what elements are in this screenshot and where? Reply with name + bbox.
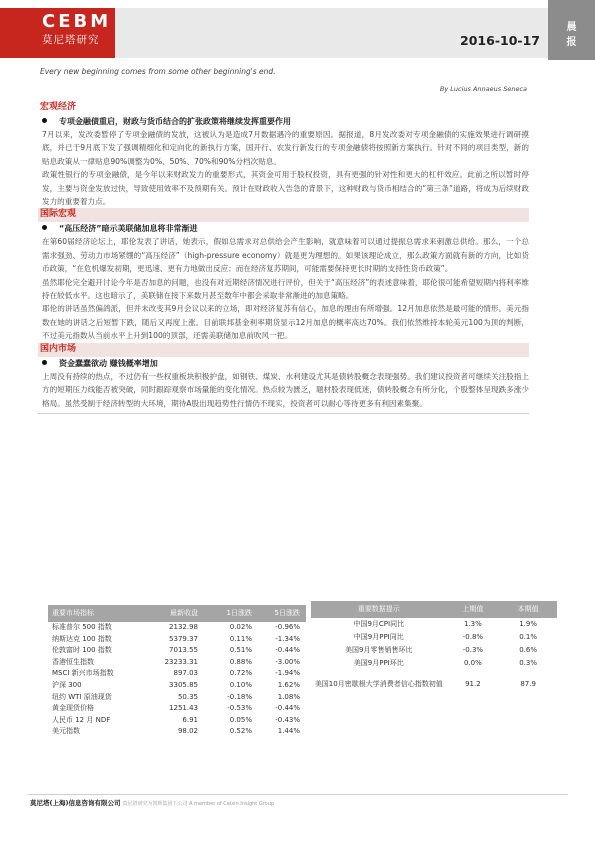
section-headline: [38, 115, 529, 128]
report-type-line-1: 晨: [566, 22, 577, 33]
change-1d: 0.88%: [229, 657, 252, 666]
latest-close: 1251.43: [169, 704, 198, 713]
change-1d: -0.18%: [204, 692, 258, 704]
change-5d: -0.44%: [258, 645, 306, 657]
motto: Every new beginning comes from some other beginning's end.: [40, 67, 276, 76]
indicator-name: MSCI 新兴市场指数: [48, 668, 148, 680]
column-header: 本期值: [499, 601, 557, 618]
table-row: [311, 657, 557, 670]
key-data-table: [311, 601, 557, 698]
change-5d: 1.08%: [258, 692, 306, 704]
table-row: [48, 715, 306, 727]
latest-close: 98.02: [177, 727, 198, 736]
table-header-row: [48, 605, 306, 622]
table-row: [311, 644, 557, 657]
report-date: 2016-10-17: [460, 33, 540, 48]
change-1d: 0.10%: [229, 680, 252, 689]
data-item: 美国10月密歇根大学消费者信心指数初值: [314, 680, 443, 688]
footer-divider: [28, 794, 568, 795]
column-header: 最新收盘: [148, 605, 204, 622]
previous-value: -0.8%: [462, 633, 484, 641]
change-1d: 0.72%: [204, 668, 258, 680]
change-5d: 1.62%: [277, 680, 300, 689]
headline-text: 资金蠢蠢欲动 赚钱概率增加: [59, 358, 158, 368]
latest-close: 23233.31: [164, 657, 198, 666]
change-5d: 1.44%: [277, 727, 300, 736]
latest-close: 50.35: [148, 692, 204, 704]
latest-close: 6.91: [148, 715, 204, 727]
change-5d: -0.96%: [258, 622, 306, 634]
footer-affiliation: 莫尼塔研究为凯辉集团下公司 A member of Caixin Insight Group: [122, 801, 275, 807]
section-title: 国内市场: [38, 343, 529, 357]
indicator-name: 香港恒生指数: [52, 657, 94, 666]
market-indicators-table: [48, 605, 306, 738]
paragraph: 7月以来，发改委暂停了专项金融债的发放，这被认为是造成7月数据遇冷的重要原因。据报道，8月发改委对专项金融债的实施效果进行调研摸底，并已于9月底下发了强调精细化和定向化的新执行方案，国开行、农发行新发行的专项金融债将按照新方案执行。针对不同的项目类型，新的贴息政策从一律贴息90%调整为0%、50%、70%和90%分档次贴息。: [42, 130, 529, 166]
report-content: [38, 101, 529, 414]
section-headline: [38, 357, 529, 370]
latest-close: 7013.55: [148, 645, 204, 657]
section-headline: [38, 222, 529, 235]
indicator-name: 标准普尔 500 指数: [48, 622, 148, 634]
change-1d: 0.11%: [229, 634, 252, 643]
change-5d: -0.43%: [258, 715, 306, 727]
latest-close: 897.03: [148, 668, 204, 680]
section-divider: [38, 413, 529, 414]
indicator-name: 黄金现货价格: [52, 704, 94, 713]
data-item: 中国9月PPI同比: [353, 633, 404, 641]
table-row: [48, 668, 306, 680]
table-header-row: [311, 601, 557, 618]
column-header: 1日涨跌: [204, 605, 258, 622]
section-title: 宏观经济: [40, 102, 77, 112]
table-row: [48, 703, 306, 715]
report-type-line-2: 报: [566, 37, 577, 48]
current-value: 87.9: [520, 679, 536, 688]
table-row: [311, 618, 557, 631]
table-row: [48, 692, 306, 704]
current-value: 0.6%: [519, 646, 538, 654]
table-row: [48, 622, 306, 634]
column-header: 重要市场指标: [48, 605, 148, 622]
change-5d: -1.34%: [275, 634, 300, 643]
table-row: [48, 645, 306, 657]
report-header: [0, 0, 595, 60]
table-row: [48, 634, 306, 646]
bullet-dot-icon: [42, 118, 47, 123]
motto-author: By Lucius Annaeus Seneca: [439, 85, 527, 93]
table-row: [48, 657, 306, 669]
indicator-name: 纳斯达克 100 指数: [52, 634, 112, 643]
change-5d: -1.94%: [258, 668, 306, 680]
indicator-name: 沪深 300: [52, 680, 82, 689]
table-row: [48, 726, 306, 738]
change-1d: 0.52%: [229, 727, 252, 736]
table-row: [311, 631, 557, 644]
data-item: 美国9月PPI环比: [353, 659, 404, 667]
paragraph: 在第60届经济论坛上，耶伦发表了讲话，她表示，假如总需求对总供给会产生影响，就意味着可以通过提振总需求来刺激总供给。那么，一个总需求强劲、劳动力市场紧绷的“高压经济”（high-pressure economy）就是更为理想的。如果该理论成立，那么政策方面就有新的方向，比如货币政策，“在危机爆发初期，更迅速、更有力地做出反应；而在经济复苏期间，可能需要保持更长时期的支持性货币政策”。: [42, 237, 529, 274]
column-header: 5日涨跌: [258, 605, 306, 622]
current-value: 1.9%: [519, 620, 538, 628]
table-row: [48, 680, 306, 692]
logo-text: CEBM: [42, 11, 112, 32]
report-type-tag: [548, 0, 595, 60]
latest-close: 3305.85: [169, 680, 198, 689]
bullet-dot-icon: [42, 360, 47, 365]
previous-value: -0.3%: [462, 646, 484, 654]
table-row: [311, 670, 557, 698]
previous-value: 0.0%: [464, 659, 482, 667]
paragraph: 上周没有持续的热点，不过仍有一些权重板块积极护盘，如钢铁、煤炭、水利建设尤其是债转股概念表现强势。我们建议投资者可继续关注股指上方的短期压力线能否被突破，同时跟踪观察市场量能的变化情况。热点较为匮乏，题材股表现低迷，债转股概念有所分化，个股整体呈现跌多涨少格局。虽然受制于经济转型的大环境，期待A股出现趋势性行情仍不现实，投资者可以耐心等待更多有利因素集聚。: [42, 371, 529, 408]
paragraph: 虽然耶伦完全避开讨论今年是否加息的问题，也没有对近期经济情况进行评价，但关于“高压经济”的表述意味着，耶伦很可能希望短期内将利率维持在较低水平。这也暗示了，美联储在接下来数月甚至数年中都会采取非常渐进的加息策略。: [42, 277, 529, 301]
section-title: 国际宏观: [38, 208, 529, 222]
footer-company: 莫尼塔(上海)信息咨询有限公司: [30, 799, 121, 807]
change-1d: -0.53%: [227, 704, 252, 713]
change-5d: -3.00%: [275, 657, 300, 666]
current-value: 0.3%: [519, 659, 538, 667]
indicator-name: 伦敦富时 100 指数: [48, 645, 148, 657]
logo-subtitle: 莫尼塔研究: [42, 34, 100, 46]
headline-text: 专项金融债重启，财政与货币结合的扩张政策将继续发挥重要作用: [59, 117, 291, 126]
change-5d: -0.44%: [275, 704, 300, 713]
headline-text: “高压经济”暗示美联储加息将非常渐进: [59, 224, 198, 234]
change-1d: 0.51%: [204, 645, 258, 657]
indicator-name: 人民币 12 月 NDF: [48, 715, 148, 727]
latest-close: 2132.98: [148, 622, 204, 634]
paragraph: 耶伦的讲话虽然偏鸽派，但并未改变其9月会议以来的立场，即对经济复苏有信心，加息的理由有所增强。12月加息依然是最可能的情形。美元指数在她的讲话之后短暂下跌，随后又再度上涨。目前联邦基金利率期货显示12月加息的概率高达70%。我们依然维持本轮美元100为顶的判断，不过美元指数从当前水平上升到100的顶部，还需美联储加息前吹风一把。: [42, 304, 529, 341]
previous-value: 91.2: [465, 679, 481, 688]
previous-value: 1.3%: [464, 620, 482, 628]
change-1d: 0.05%: [204, 715, 258, 727]
column-header: 重要数据提示: [311, 601, 447, 618]
bullet-dot-icon: [42, 225, 47, 230]
report-footer: [30, 798, 570, 809]
data-item: 中国9月CPI同比: [353, 620, 405, 628]
latest-close: 5379.37: [169, 634, 198, 643]
change-1d: 0.02%: [204, 622, 258, 634]
indicator-name: 纽约 WTI 原油现货: [48, 692, 148, 704]
paragraph: 政策性银行的专项金融债，是今年以来财政发力的重要形式，其资金可用于股权投资，具有更强的针对性和更大的杠杆效应。此前之所以暂时停发，主要与资金发放过快，导致使用效率不及预期有关。预计在财政收入告急的背景下，这种财政与货币相结合的“第三条”道路，将成为后续财政发力的重要着力点。: [42, 170, 529, 207]
current-value: 0.1%: [519, 633, 538, 641]
column-header: 上期值: [447, 601, 500, 618]
data-item: 美国9月零售销售环比: [345, 646, 413, 654]
indicator-name: 美元指数: [52, 727, 80, 736]
